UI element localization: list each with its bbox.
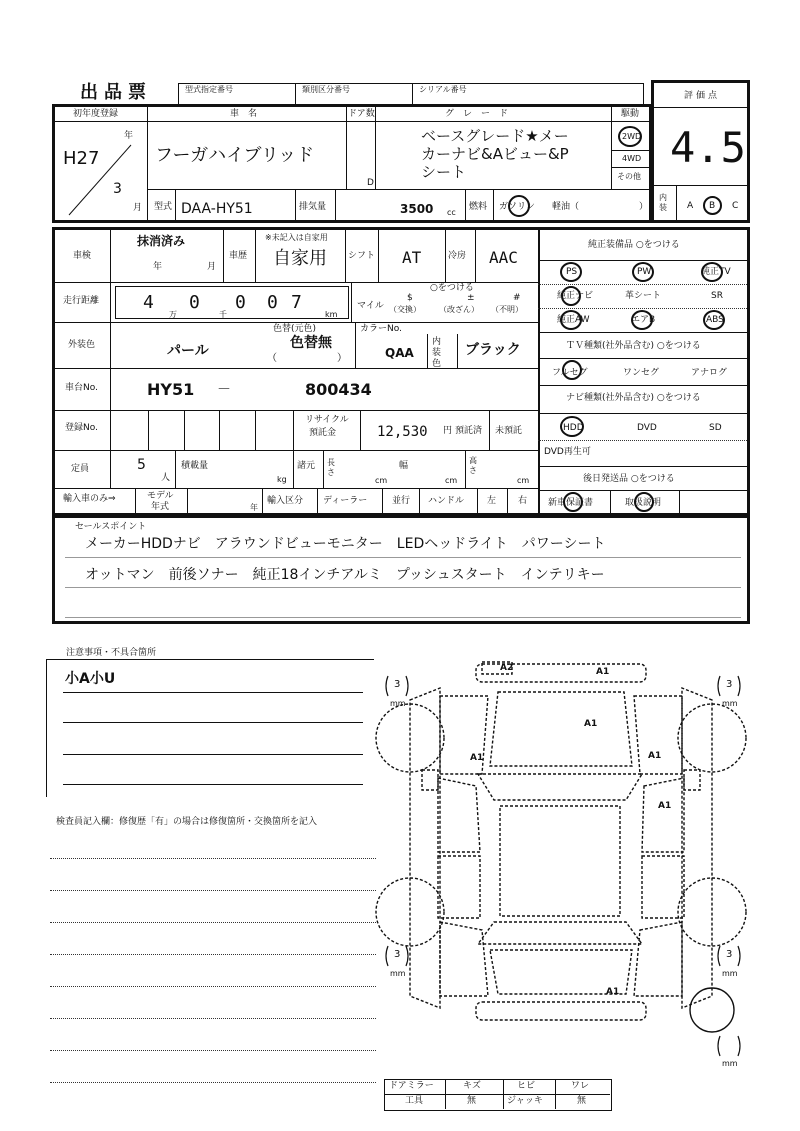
mileage-unit-man: 万	[169, 310, 177, 319]
displacement-value: 3500	[400, 202, 434, 216]
drive-label: 駆動	[621, 109, 640, 119]
tread-front-right-unit: mm	[722, 699, 738, 708]
interior-grade-b: B	[709, 201, 716, 211]
category-label: 類別区分番号	[302, 85, 350, 94]
notes-box	[46, 659, 374, 797]
equip-pw: PW	[637, 267, 652, 277]
inspector-label: 検査員記入欄：修復歴「有」の場合は修復箇所・交換箇所を記入	[56, 817, 318, 827]
model-value: DAA-HY51	[181, 201, 253, 217]
interior-grade-b-circle	[703, 196, 722, 215]
shaken-year: 年	[153, 262, 163, 272]
diagram-mark-hood: A1	[584, 719, 598, 729]
equip-ps-circle	[560, 262, 582, 282]
equip-navi-circle	[561, 286, 581, 306]
fuel-gasoline: ガソリン	[499, 202, 536, 212]
shaken-month: 月	[207, 262, 217, 272]
shaken-label: 車検	[73, 251, 92, 261]
color-no-label: カラーNo.	[360, 324, 402, 334]
tv-fullseg: フルセグ	[552, 368, 588, 378]
recycle-label-1: リサイクル	[305, 415, 349, 425]
repaint-value: 色替無	[290, 335, 332, 351]
tread-rear-right-unit: mm	[722, 969, 738, 978]
capacity-label: 定員	[71, 464, 90, 474]
grade-line-1: ベースグレード★メー	[421, 127, 569, 145]
mileage-digit-3: 0	[235, 292, 246, 313]
fuel-diesel-close: ）	[639, 202, 649, 212]
handle-right: 右	[518, 496, 528, 506]
navi-hdd: HDD	[563, 423, 584, 433]
month-suffix: 月	[133, 203, 143, 213]
date-slash-line	[65, 143, 135, 217]
model-year-label-2: 年式	[151, 502, 170, 512]
legend-table	[384, 1079, 612, 1111]
notes-label: 注意事項・不具合箇所	[66, 648, 157, 658]
chassis-number: 800434	[305, 380, 372, 399]
model-label: 型式	[154, 202, 173, 212]
mileage-unit-km: km	[325, 310, 338, 319]
legend-header-break: ワレ	[571, 1081, 590, 1091]
legend-value-tools: 工具	[405, 1096, 424, 1106]
load-unit: kg	[277, 475, 287, 484]
docs-title: 後日発送品 ○をつける	[583, 474, 675, 484]
diagram-mark-front-right: A1	[648, 751, 662, 761]
length-label: 長さ	[327, 458, 335, 477]
equip-airbag: エアB	[631, 315, 656, 325]
length-unit: cm	[375, 476, 388, 485]
interior-grade-label: 内装	[659, 193, 667, 212]
dims-label: 諸元	[297, 461, 316, 471]
repaint-label: 色替(元色)	[273, 324, 317, 334]
legend-header-mirror: ドアミラー	[389, 1081, 434, 1091]
mileage-opt-mile: マイル	[357, 301, 384, 311]
legend-value-none-2: 無	[577, 1096, 587, 1106]
chassis-label: 車台No.	[65, 383, 98, 393]
fuel-gasoline-circle	[508, 195, 530, 217]
width-unit: cm	[445, 476, 458, 485]
width-label: 幅	[399, 461, 409, 471]
displacement-unit: cc	[447, 208, 456, 217]
grade-line-3: シート	[421, 163, 467, 181]
repaint-paren: （ ）	[267, 353, 347, 364]
load-label: 積載量	[181, 461, 209, 471]
mileage-digit-2: 0	[189, 292, 200, 313]
interior-color-value: ブラック	[465, 342, 521, 358]
color-no-value: QAA	[385, 346, 414, 360]
import-dealer: ディーラー	[323, 496, 368, 506]
form-title: 出品票	[80, 82, 152, 103]
import-label: 輸入車のみ⇒	[63, 494, 116, 504]
legend-value-jack: ジャッキ	[507, 1096, 543, 1106]
docs-warranty: 新車保証書	[548, 498, 594, 508]
type-cert-field	[178, 83, 296, 105]
first-reg-label: 初年度登録	[73, 109, 119, 119]
doors-label: ドア数	[348, 109, 375, 119]
mileage-opt-hash: #	[513, 293, 521, 303]
score-value: 4.5	[670, 123, 746, 172]
diagram-mark-windshield-left: A1	[470, 753, 484, 763]
sales-points-label: セールスポイント	[75, 522, 147, 532]
tread-rear-left-unit: mm	[390, 969, 406, 978]
year-suffix: 年	[124, 131, 134, 141]
height-label: 高さ	[469, 456, 477, 475]
grade-line-2: カーナビ&Aビュー&P	[421, 145, 569, 163]
inspection-section	[52, 227, 750, 516]
mileage-opt-unknown: （不明）	[491, 305, 523, 314]
mileage-opt-tampered: （改ざん）	[439, 305, 479, 314]
sales-point-line-1: メーカーHDDナビ アラウンドビューモニター LEDヘッドライト パワーシート	[85, 536, 606, 552]
sales-point-line-2: オットマン 前後ソナー 純正18インチアルミ プッシュスタート インテリキー	[85, 567, 605, 583]
sales-points-section	[52, 515, 750, 624]
mileage-opt-dollar: $	[407, 293, 413, 303]
car-name-value: フーガハイブリッド	[155, 145, 315, 166]
exterior-value: パール	[167, 343, 209, 359]
diagram-mark-right-door: A1	[658, 801, 672, 811]
drive-other: その他	[617, 172, 641, 181]
fuel-diesel: 軽油（	[552, 202, 580, 212]
doors-value: D	[367, 178, 374, 188]
handle-label: ハンドル	[428, 496, 465, 506]
tv-analog: アナログ	[691, 368, 728, 378]
interior-grade-c: C	[732, 201, 739, 211]
tread-rear-left: 3	[394, 949, 401, 960]
car-name-label: 車 名	[230, 109, 258, 119]
legend-value-none-1: 無	[467, 1096, 477, 1106]
history-note: ※未記入は自家用	[265, 233, 328, 242]
ac-label: 冷房	[448, 251, 467, 261]
equip-ps: PS	[566, 267, 578, 277]
tv-oneseg: ワンセグ	[623, 368, 660, 378]
tread-front-left: 3	[394, 679, 401, 690]
chassis-dash: －	[217, 382, 231, 398]
model-year-unit: 年	[250, 503, 258, 512]
mileage-digit-5: 7	[291, 292, 302, 313]
interior-grade-a: A	[687, 201, 694, 211]
shift-label: シフト	[348, 251, 376, 261]
equip-tv: 純正TV	[701, 267, 731, 277]
recycle-value: 12,530	[377, 424, 428, 440]
mileage-label: 走行距離	[63, 296, 100, 306]
recycle-unit: 円	[443, 426, 453, 436]
category-field	[295, 83, 413, 105]
navi-sd: SD	[709, 423, 722, 433]
shaken-value: 抹消済み	[137, 234, 186, 248]
capacity-unit: 人	[161, 473, 171, 483]
mileage-opt-replaced: （交換）	[389, 305, 421, 314]
serial-label: シリアル番号	[419, 85, 467, 94]
history-value: 自家用	[273, 248, 327, 269]
equip-tv-circle	[701, 262, 723, 282]
mileage-circle-note: ○をつける	[430, 283, 474, 293]
equipment-title: 純正装備品 ○をつける	[588, 240, 680, 250]
legend-header-scratch: キズ	[463, 1081, 481, 1091]
drive-2wd: 2WD	[622, 132, 642, 141]
navi-hdd-circle	[560, 416, 584, 437]
equip-pw-circle	[632, 262, 654, 282]
interior-color-label: 内装色	[432, 337, 442, 369]
displacement-label: 排気量	[299, 202, 327, 212]
tv-title: ＴＶ種類(社外品含む) ○をつける	[566, 341, 701, 351]
equip-airbag-circle	[631, 310, 656, 330]
first-reg-year: H27	[63, 148, 100, 169]
navi-dvd: DVD	[637, 423, 657, 433]
chassis-prefix: HY51	[147, 380, 195, 399]
notes-value: 小A小U	[65, 671, 116, 687]
interior-grade	[652, 185, 750, 223]
drive-4wd: 4WD	[622, 154, 642, 163]
import-class-label: 輸入区分	[267, 496, 304, 506]
recycle-unpaid: 未預託	[495, 426, 523, 436]
exterior-label: 外装色	[68, 340, 96, 350]
navi-title: ナビ種類(社外品含む) ○をつける	[566, 393, 701, 403]
diagram-mark-rear-bumper: A1	[606, 987, 620, 997]
docs-warranty-circle	[563, 492, 583, 512]
equip-abs-circle	[703, 310, 725, 330]
equip-aw: 純正AW	[557, 315, 590, 325]
diagram-mark-front-bumper-left: A2	[500, 663, 514, 673]
basic-info-section	[52, 104, 652, 223]
recycle-label-2: 預託金	[309, 428, 337, 438]
import-parallel: 並行	[392, 496, 411, 506]
equip-aw-circle	[560, 310, 582, 330]
mileage-digit-1: 4	[143, 292, 154, 313]
tread-spare-unit: mm	[722, 1059, 738, 1068]
equip-sr: SR	[711, 291, 723, 301]
tread-rear-right: 3	[726, 949, 733, 960]
capacity-value: 5	[137, 457, 146, 473]
first-reg-month: 3	[113, 181, 122, 197]
recycle-paid: 預託済	[455, 426, 483, 436]
navi-dvd-playback: DVD再生可	[544, 447, 591, 457]
shift-value: AT	[402, 248, 422, 267]
diagram-mark-front-bumper: A1	[596, 667, 610, 677]
legend-header-crack: ヒビ	[517, 1081, 536, 1091]
fuel-label: 燃料	[469, 202, 488, 212]
tv-fullseg-circle	[562, 360, 582, 380]
history-label: 車歴	[229, 251, 248, 261]
tread-front-left-unit: mm	[390, 699, 406, 708]
ac-value: AAC	[489, 248, 518, 267]
equip-navi: 純正ナビ	[557, 291, 594, 301]
mileage-opt-pm: ±	[467, 293, 475, 303]
drive-2wd-circle	[618, 126, 642, 147]
mileage-unit-sen: 千	[219, 310, 227, 319]
grade-label: グ レ ー ド	[445, 109, 509, 119]
height-unit: cm	[517, 476, 530, 485]
tread-front-right: 3	[726, 679, 733, 690]
model-year-label-1: モデル	[147, 491, 174, 501]
equip-leather: 革シート	[625, 291, 662, 301]
handle-left: 左	[487, 496, 497, 506]
docs-manual: 取扱説明	[625, 498, 662, 508]
docs-manual-circle	[634, 492, 654, 512]
equip-abs: ABS	[706, 315, 724, 325]
reg-no-label: 登録No.	[65, 423, 98, 433]
serial-field	[412, 83, 644, 105]
mileage-digit-4: 0	[267, 292, 278, 313]
score-label: 評価点	[684, 91, 721, 101]
type-cert-label: 型式指定番号	[185, 85, 233, 94]
